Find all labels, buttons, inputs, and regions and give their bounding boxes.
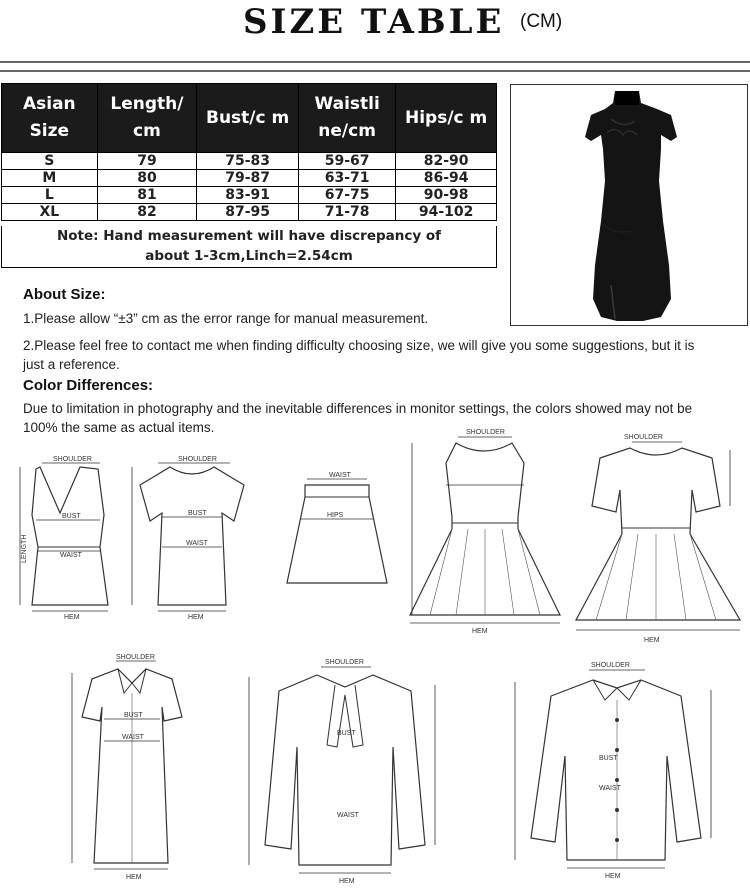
about-size-heading: About Size: — [23, 286, 106, 303]
header-length: Length/ cm — [97, 84, 197, 153]
label-hem: HEM — [188, 614, 204, 621]
cell-size: M — [2, 170, 98, 187]
label-bust: BUST — [62, 513, 81, 520]
cell-size: L — [2, 187, 98, 204]
cell-waist: 71-78 — [298, 204, 395, 221]
table-row — [2, 187, 497, 204]
about-size-line-2a: 2.Please feel free to contact me when finding difficulty choosing size, we will give you some suggestions, but it is — [23, 338, 695, 353]
label-waist: WAIST — [60, 552, 82, 559]
label-bust: BUST — [599, 755, 618, 762]
cell-size: S — [2, 153, 98, 170]
cell-bust: 83-91 — [197, 187, 299, 204]
title-unit: (CM) — [520, 11, 563, 32]
title-bar — [0, 0, 750, 44]
label-bust: BUST — [337, 730, 356, 737]
label-hem: HEM — [472, 628, 488, 635]
label-shoulder: SHOULDER — [466, 429, 505, 436]
divider-bottom — [0, 70, 750, 72]
cell-waist: 63-71 — [298, 170, 395, 187]
measurement-diagrams — [0, 425, 750, 892]
label-bust: BUST — [124, 712, 143, 719]
cell-hips: 82-90 — [396, 153, 497, 170]
product-photo — [510, 84, 748, 326]
table-row — [2, 204, 497, 221]
label-hem: HEM — [644, 637, 660, 644]
about-size-line-1: 1.Please allow “±3” cm as the error range for manual measurement. — [23, 311, 429, 326]
label-waist: WAIST — [337, 812, 359, 819]
label-hips: HIPS — [327, 512, 344, 519]
size-table-header-row — [2, 84, 497, 153]
tshirt-diagram — [122, 455, 262, 645]
label-bust: BUST — [188, 510, 207, 517]
label-shoulder: SHOULDER — [116, 654, 155, 661]
page-title: SIZE TABLE — [243, 2, 505, 42]
label-hem: HEM — [64, 614, 80, 621]
divider-top — [0, 61, 750, 63]
label-waist: WAIST — [186, 540, 208, 547]
label-shoulder: SHOULDER — [591, 662, 630, 669]
label-length: LENGTH — [21, 534, 28, 563]
header-waistline: Waistli ne/cm — [298, 84, 395, 153]
label-waist: WAIST — [599, 785, 621, 792]
camisole-diagram — [8, 455, 123, 645]
button-shirt-diagram — [505, 660, 735, 885]
label-shoulder: SHOULDER — [325, 659, 364, 666]
header-bust: Bust/c m — [197, 84, 299, 153]
color-differences-heading: Color Differences: — [23, 377, 154, 394]
black-qipao-dress-image — [511, 85, 747, 325]
cell-waist: 59-67 — [298, 153, 395, 170]
label-shoulder: SHOULDER — [53, 456, 92, 463]
cell-bust: 87-95 — [197, 204, 299, 221]
table-row — [2, 153, 497, 170]
shirt-dress-diagram — [60, 653, 225, 888]
sleeveless-dress-diagram — [400, 425, 570, 640]
label-hem: HEM — [126, 874, 142, 881]
label-shoulder: SHOULDER — [178, 456, 217, 463]
cell-bust: 79-87 — [197, 170, 299, 187]
header-asian-size: Asian Size — [2, 84, 98, 153]
cell-hips: 94-102 — [396, 204, 497, 221]
cell-length: 81 — [97, 187, 197, 204]
short-sleeve-dress-diagram — [570, 430, 750, 645]
bow-blouse-diagram — [235, 655, 460, 887]
cell-hips: 90-98 — [396, 187, 497, 204]
color-differences-line-2: 100% the same as actual items. — [23, 420, 215, 435]
label-shoulder: SHOULDER — [624, 434, 663, 441]
note-line-1: Note: Hand measurement will have discrepancy of — [56, 228, 442, 244]
cell-length: 80 — [97, 170, 197, 187]
cell-size: XL — [2, 204, 98, 221]
about-size-line-2b: just a reference. — [23, 357, 120, 372]
color-differences-line-1: Due to limitation in photography and the inevitable differences in monitor settings, the colors showed may not be — [23, 401, 693, 416]
label-waist: WAIST — [122, 734, 144, 741]
skirt-diagram — [275, 465, 395, 615]
label-hem: HEM — [339, 878, 355, 885]
cell-bust: 75-83 — [197, 153, 299, 170]
cell-hips: 86-94 — [396, 170, 497, 187]
label-waist: WAIST — [329, 472, 351, 479]
cell-waist: 67-75 — [298, 187, 395, 204]
cell-length: 82 — [97, 204, 197, 221]
note-line-2: about 1-3cm,Linch=2.54cm — [145, 248, 353, 264]
cell-length: 79 — [97, 153, 197, 170]
table-note — [1, 226, 497, 268]
header-hips: Hips/c m — [396, 84, 497, 153]
size-table — [1, 83, 497, 221]
label-hem: HEM — [605, 873, 621, 880]
table-row — [2, 170, 497, 187]
